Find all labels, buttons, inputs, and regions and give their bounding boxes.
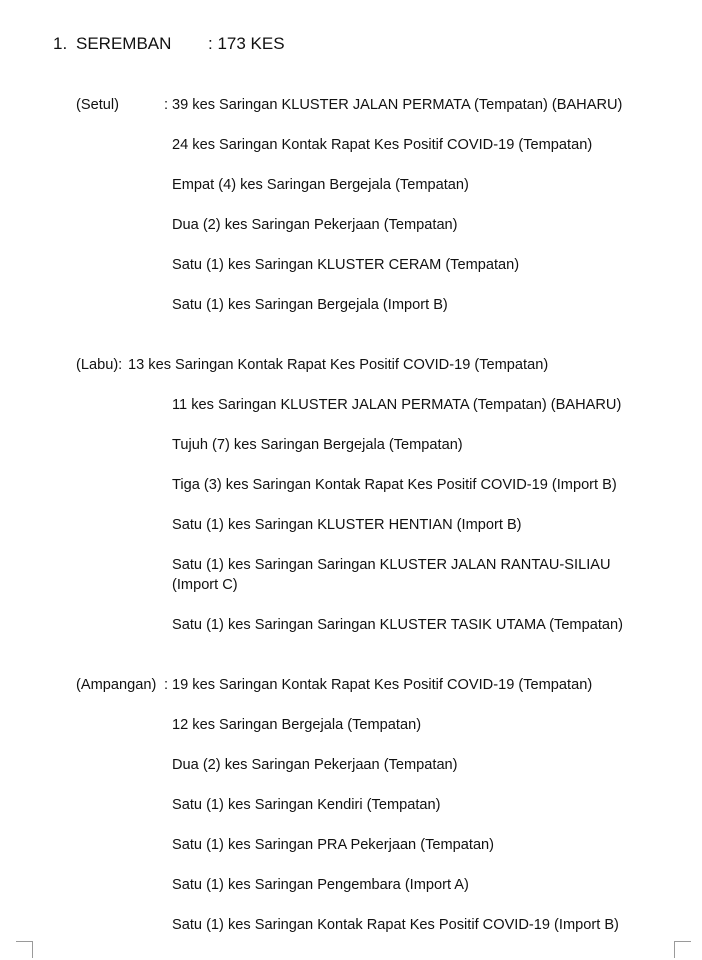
heading-number: 1. xyxy=(53,34,68,53)
case-line: Tujuh (7) kes Saringan Bergejala (Tempatan) xyxy=(172,437,463,453)
case-line: Empat (4) kes Saringan Bergejala (Tempatan) xyxy=(172,177,469,193)
case-line: Satu (1) kes Saringan Saringan KLUSTER JALAN RANTAU-SILIAU xyxy=(172,557,611,573)
section-separator: : xyxy=(164,677,169,693)
section-separator: : xyxy=(164,97,169,113)
case-line: Satu (1) kes Saringan Kontak Rapat Kes Positif COVID-19 (Import B) xyxy=(172,917,619,933)
case-line: Satu (1) kes Saringan KLUSTER CERAM (Tempatan) xyxy=(172,257,520,273)
page-corner-mark-left xyxy=(16,941,33,958)
case-line: 11 kes Saringan KLUSTER JALAN PERMATA (Tempatan) (BAHARU) xyxy=(172,397,622,413)
section-label: (Ampangan) xyxy=(76,677,157,693)
case-line: Dua (2) kes Saringan Pekerjaan (Tempatan) xyxy=(172,217,458,233)
case-line: Satu (1) kes Saringan Saringan KLUSTER TASIK UTAMA (Tempatan) xyxy=(172,617,623,633)
case-line: Satu (1) kes Saringan Pengembara (Import A) xyxy=(172,877,469,893)
section-label: (Labu): xyxy=(76,357,123,373)
case-line: Satu (1) kes Saringan PRA Pekerjaan (Tempatan) xyxy=(172,837,495,853)
case-line: Satu (1) kes Saringan Kendiri (Tempatan) xyxy=(172,797,441,813)
case-line: 24 kes Saringan Kontak Rapat Kes Positif COVID-19 (Tempatan) xyxy=(172,137,593,153)
case-line: 19 kes Saringan Kontak Rapat Kes Positif COVID-19 (Tempatan) xyxy=(172,677,593,693)
case-line: Dua (2) kes Saringan Pekerjaan (Tempatan) xyxy=(172,757,458,773)
district-name: SEREMBAN xyxy=(76,34,172,53)
case-line: Tiga (3) kes Saringan Kontak Rapat Kes Positif COVID-19 (Import B) xyxy=(172,477,617,493)
case-line-continuation: (Import C) xyxy=(172,577,238,593)
case-line: 12 kes Saringan Bergejala (Tempatan) xyxy=(172,717,422,733)
district-total: : 173 KES xyxy=(208,34,285,53)
case-line: 13 kes Saringan Kontak Rapat Kes Positif COVID-19 (Tempatan) xyxy=(128,357,549,373)
case-line: 39 kes Saringan KLUSTER JALAN PERMATA (Tempatan) (BAHARU) xyxy=(172,97,623,113)
section-label: (Setul) xyxy=(76,97,119,113)
page-corner-mark-right xyxy=(674,941,691,958)
case-line: Satu (1) kes Saringan KLUSTER HENTIAN (Import B) xyxy=(172,517,522,533)
case-line: Satu (1) kes Saringan Bergejala (Import B) xyxy=(172,297,448,313)
